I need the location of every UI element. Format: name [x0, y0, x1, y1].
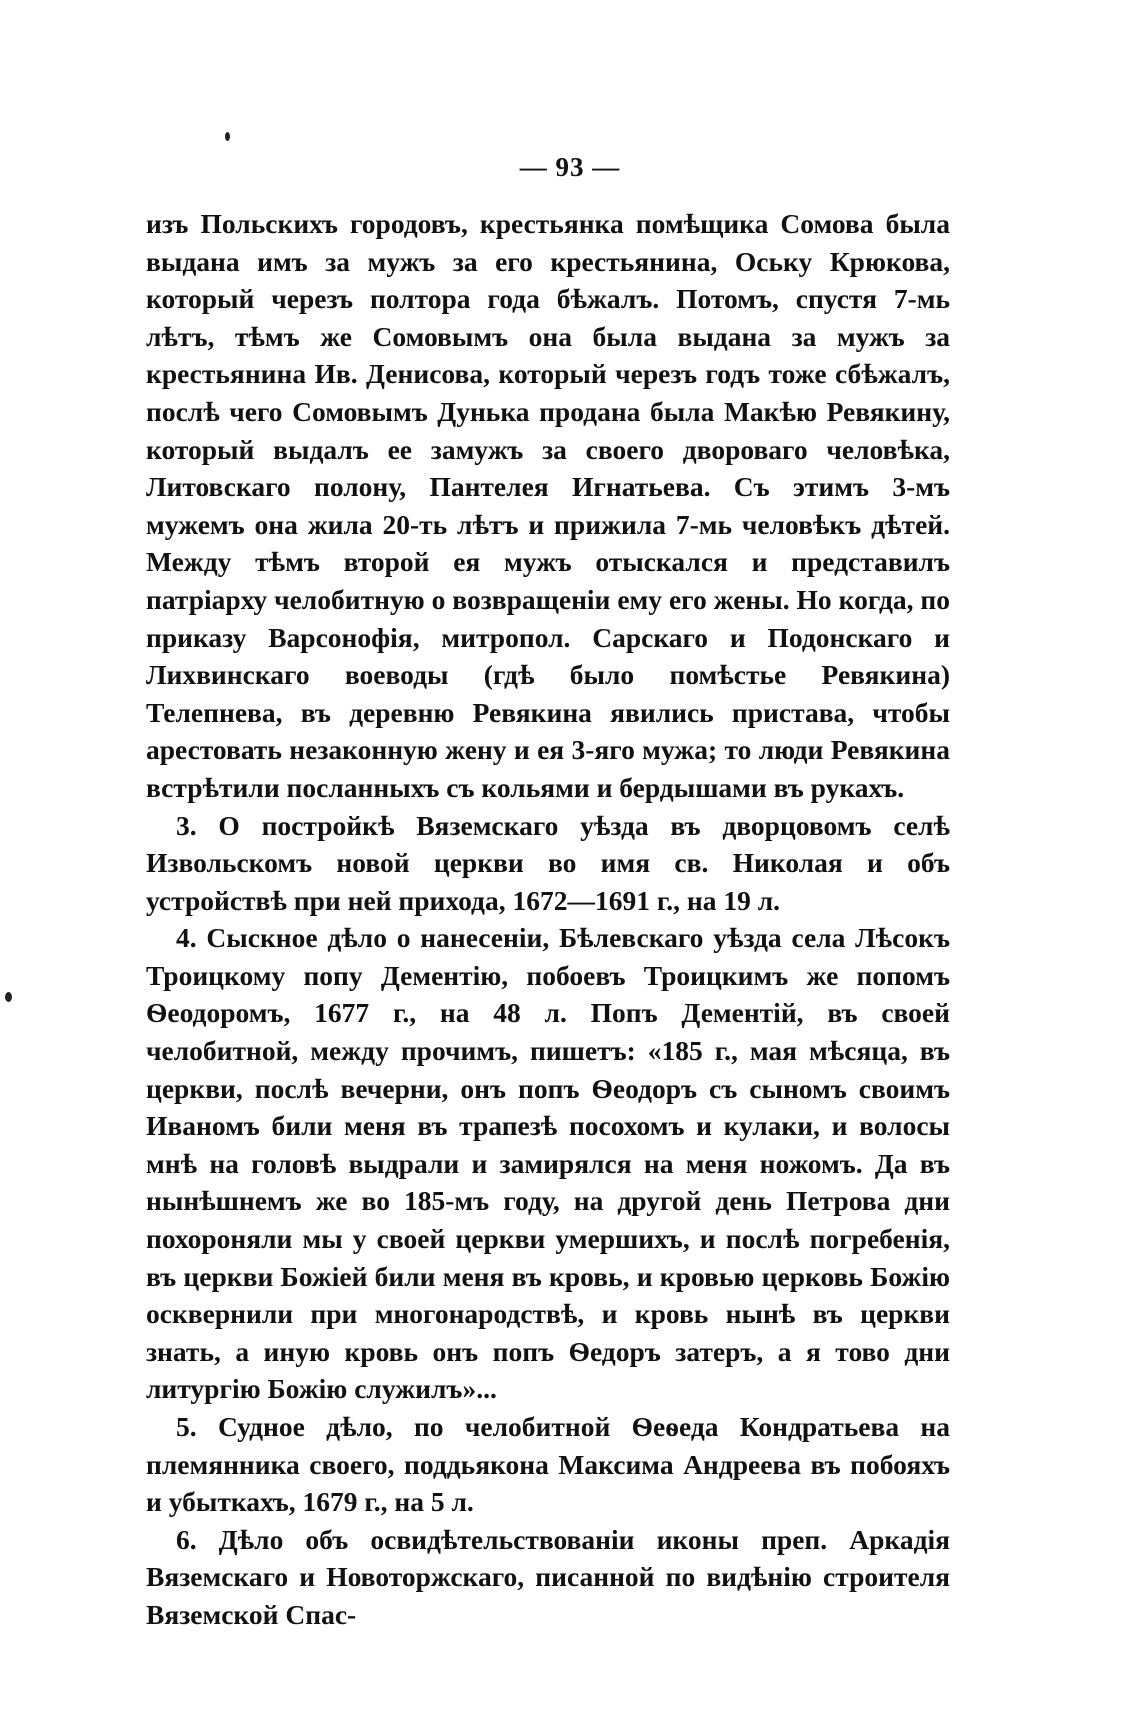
paragraph-3: 4. Сыскное дѣло о нанесеніи, Бѣлевскаго уѣзда села Лѣсокъ Троицкому попу Дементію, побоевъ Троицкимъ же попомъ Ѳеодоромъ, 1677 г., на 48 л. Попъ Дементій, въ своей челобитной, между прочимъ, пишетъ: «185 г., мая мѣсяца, въ церкви, послѣ вечерни, онъ попъ Ѳеодоръ съ сыномъ своимъ Иваномъ били меня въ трапезѣ посохомъ и кулаки, и волосы мнѣ на головѣ выдрали и замирялся на меня ножомъ. Да въ нынѣшнемъ же во 185-мъ году, на другой день Петрова дни похороняли мы у своей церкви умершихъ, и послѣ погребенія, въ церкви Божіей били меня въ кровь, и кровью церковь Божію осквернили при многонародствѣ, и кровь нынѣ въ церкви знать, а иную кровь онъ попъ Ѳедоръ затеръ, а я тово дни литургію Божію служилъ»... [146, 922, 950, 1405]
paragraph-4: 5. Судное дѣло, по челобитной Ѳеѳеда Кондратьева на племянника своего, поддьякона Максима Андреева въ побояхъ и убыткахъ, 1679 г., на 5 л. [146, 1411, 950, 1518]
page-number: — 93 — [519, 152, 621, 182]
paragraph-1: изъ Польскихъ городовъ, крестьянка помѣщика Сомова была выдана имъ за мужъ за его крестьянина, Оську Крюкова, который черезъ полтора года бѣжалъ. Потомъ, спустя 7-мь лѣтъ, тѣмъ же Сомовымъ она была выдана за мужъ за крестьянина Ив. Денисова, который черезъ годъ тоже сбѣжалъ, послѣ чего Сомовымъ Дунька продана была Макѣю Ревякину, который выдалъ ее замужъ за своего двороваго человѣка, Литовскаго полону, Пантелея Игнатьева. Съ этимъ 3-мъ мужемъ она жила 20-ть лѣтъ и прижила 7-мь человѣкъ дѣтей. Между тѣмъ второй ея мужъ отыскался и представилъ патріарху челобитную о возвращеніи ему его жены. Но когда, по приказу Варсонофія, митропол. Сарскаго и Подонскаго и Лихвинскаго воеводы (гдѣ было помѣстье Ревякина) Телепнева, въ деревню Ревякина явились пристава, чтобы арестовать незаконную жену и ея 3-яго мужа; то люди Ревякина встрѣтили посланныхъ съ кольями и бердышами въ рукахъ. [146, 208, 950, 803]
paragraph-5: 6. Дѣло объ освидѣтельствованіи иконы преп. Аркадія Вяземскаго и Новоторжскаго, писанной по видѣнію строителя Вяземской Спас- [146, 1523, 950, 1630]
body-text [146, 205, 950, 1634]
scan-speck [5, 992, 12, 1002]
scan-speck [225, 132, 230, 141]
paragraph-2: 3. О постройкѣ Вяземскаго уѣзда въ дворцовомъ селѣ Извольскомъ новой церкви во имя св. Николая и объ устройствѣ при ней прихода, 1672—1691 г., на 19 л. [146, 809, 950, 916]
